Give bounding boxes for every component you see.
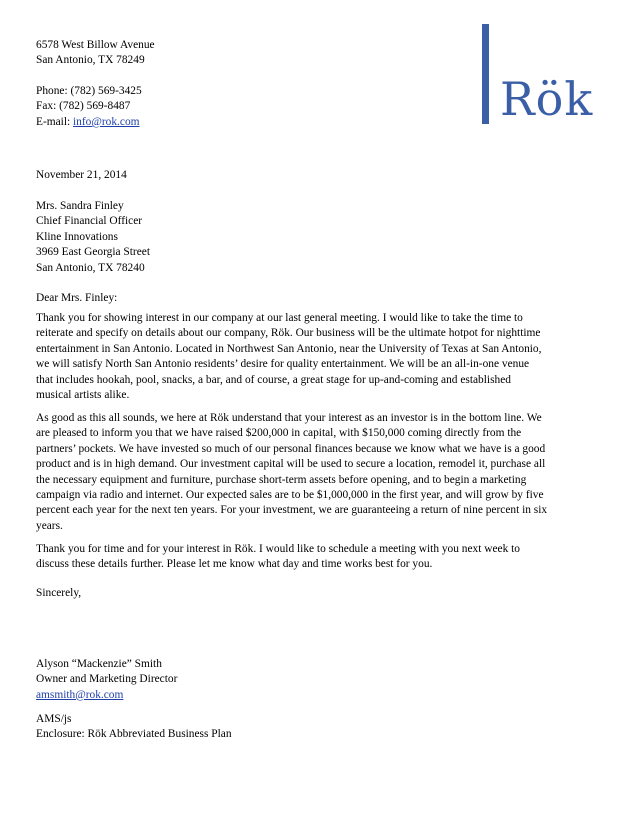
paragraph-line: the necessary equipment and furniture, purchase short-term assets before opening, and to begin a marketing [36,473,527,486]
sender-street: 6578 West Billow Avenue [36,39,155,51]
enclosure-line: Enclosure: Rök Abbreviated Business Plan [36,728,232,741]
salutation-text: Dear Mrs. Finley: [36,292,118,304]
paragraph-line: reiterate and specify on details about our company, Rök. Our business will be the ultimate hotpot for nighttime [36,327,541,340]
recipient-name: Mrs. Sandra Finley [36,200,124,212]
sender-email-link[interactable]: info@rok.com [73,115,140,128]
reference-block [36,712,602,743]
signer-email-link[interactable]: amsmith@rok.com [36,688,124,701]
paragraph-line: As good as this all sounds, we here at Rök understand that your interest as an investor is in the bottom line. We [36,412,542,424]
paragraph-line: percent each year for the next ten years. For your investment, we are guaranteeing a return of nine percent in six [36,504,548,517]
signature-block [36,657,602,703]
company-logo: Rök [500,72,594,126]
date-text: November 21, 2014 [36,169,127,181]
body-paragraph-2 [36,411,602,534]
sender-city: San Antonio, TX 78249 [36,54,145,67]
paragraph-line: campaign via radio and internet. Our expected sales are to be $1,000,000 in the first year, and will grow by five [36,489,544,502]
paragraph-line: we will satisfy North San Antonio residents’ desire for quality entertainment. We will be an all-in-one venue [36,358,530,371]
sender-email-line [36,115,602,130]
body-paragraph-3 [36,542,602,573]
paragraph-line: Thank you for showing interest in our company at our last general meeting. I would like to take the time to [36,312,523,324]
sender-fax: Fax: (782) 569-8487 [36,100,131,113]
paragraph-line: partners’ pockets. We have invested so much of our personal finances because we know what we have is a good [36,442,546,455]
sender-email-label: E-mail: [36,115,74,128]
sender-address [36,38,602,69]
body-paragraph-1 [36,311,602,403]
paragraph-line: discuss these details further. Please let me know what day and time works best for you. [36,558,433,571]
recipient-title: Chief Financial Officer [36,215,143,228]
paragraph-line: entertainment in San Antonio. Located in Northwest San Antonio, near the University of Texas at San Antonio, [36,342,542,355]
recipient-street: 3969 East Georgia Street [36,246,150,259]
sender-phone: Phone: (782) 569-3425 [36,85,142,97]
letter-date [36,168,602,183]
closing [36,586,602,601]
closing-text: Sincerely, [36,587,82,599]
recipient-city: San Antonio, TX 78240 [36,261,145,274]
signer-title: Owner and Marketing Director [36,673,178,686]
recipient-address [36,199,602,276]
paragraph-line: product and is in high demand. Our investment capital will be used to secure a location, remodel it, purchase all [36,458,546,471]
paragraph-line: are pleased to inform you that we have raised $200,000 in capital, with $150,000 coming directly from the [36,427,522,440]
typist-initials: AMS/js [36,713,72,725]
paragraph-line: Thank you for time and for your interest in Rök. I would like to schedule a meeting with you next week to [36,543,520,555]
paragraph-line: years. [36,519,63,532]
recipient-company: Kline Innovations [36,230,118,243]
signer-name: Alyson “Mackenzie” Smith [36,658,162,670]
sender-contact [36,84,602,130]
paragraph-line: musical artists alike. [36,389,130,402]
paragraph-line: that includes hookah, pool, snacks, a bar, and of course, a great stage for up-and-coming and established [36,373,511,386]
salutation [36,291,602,306]
